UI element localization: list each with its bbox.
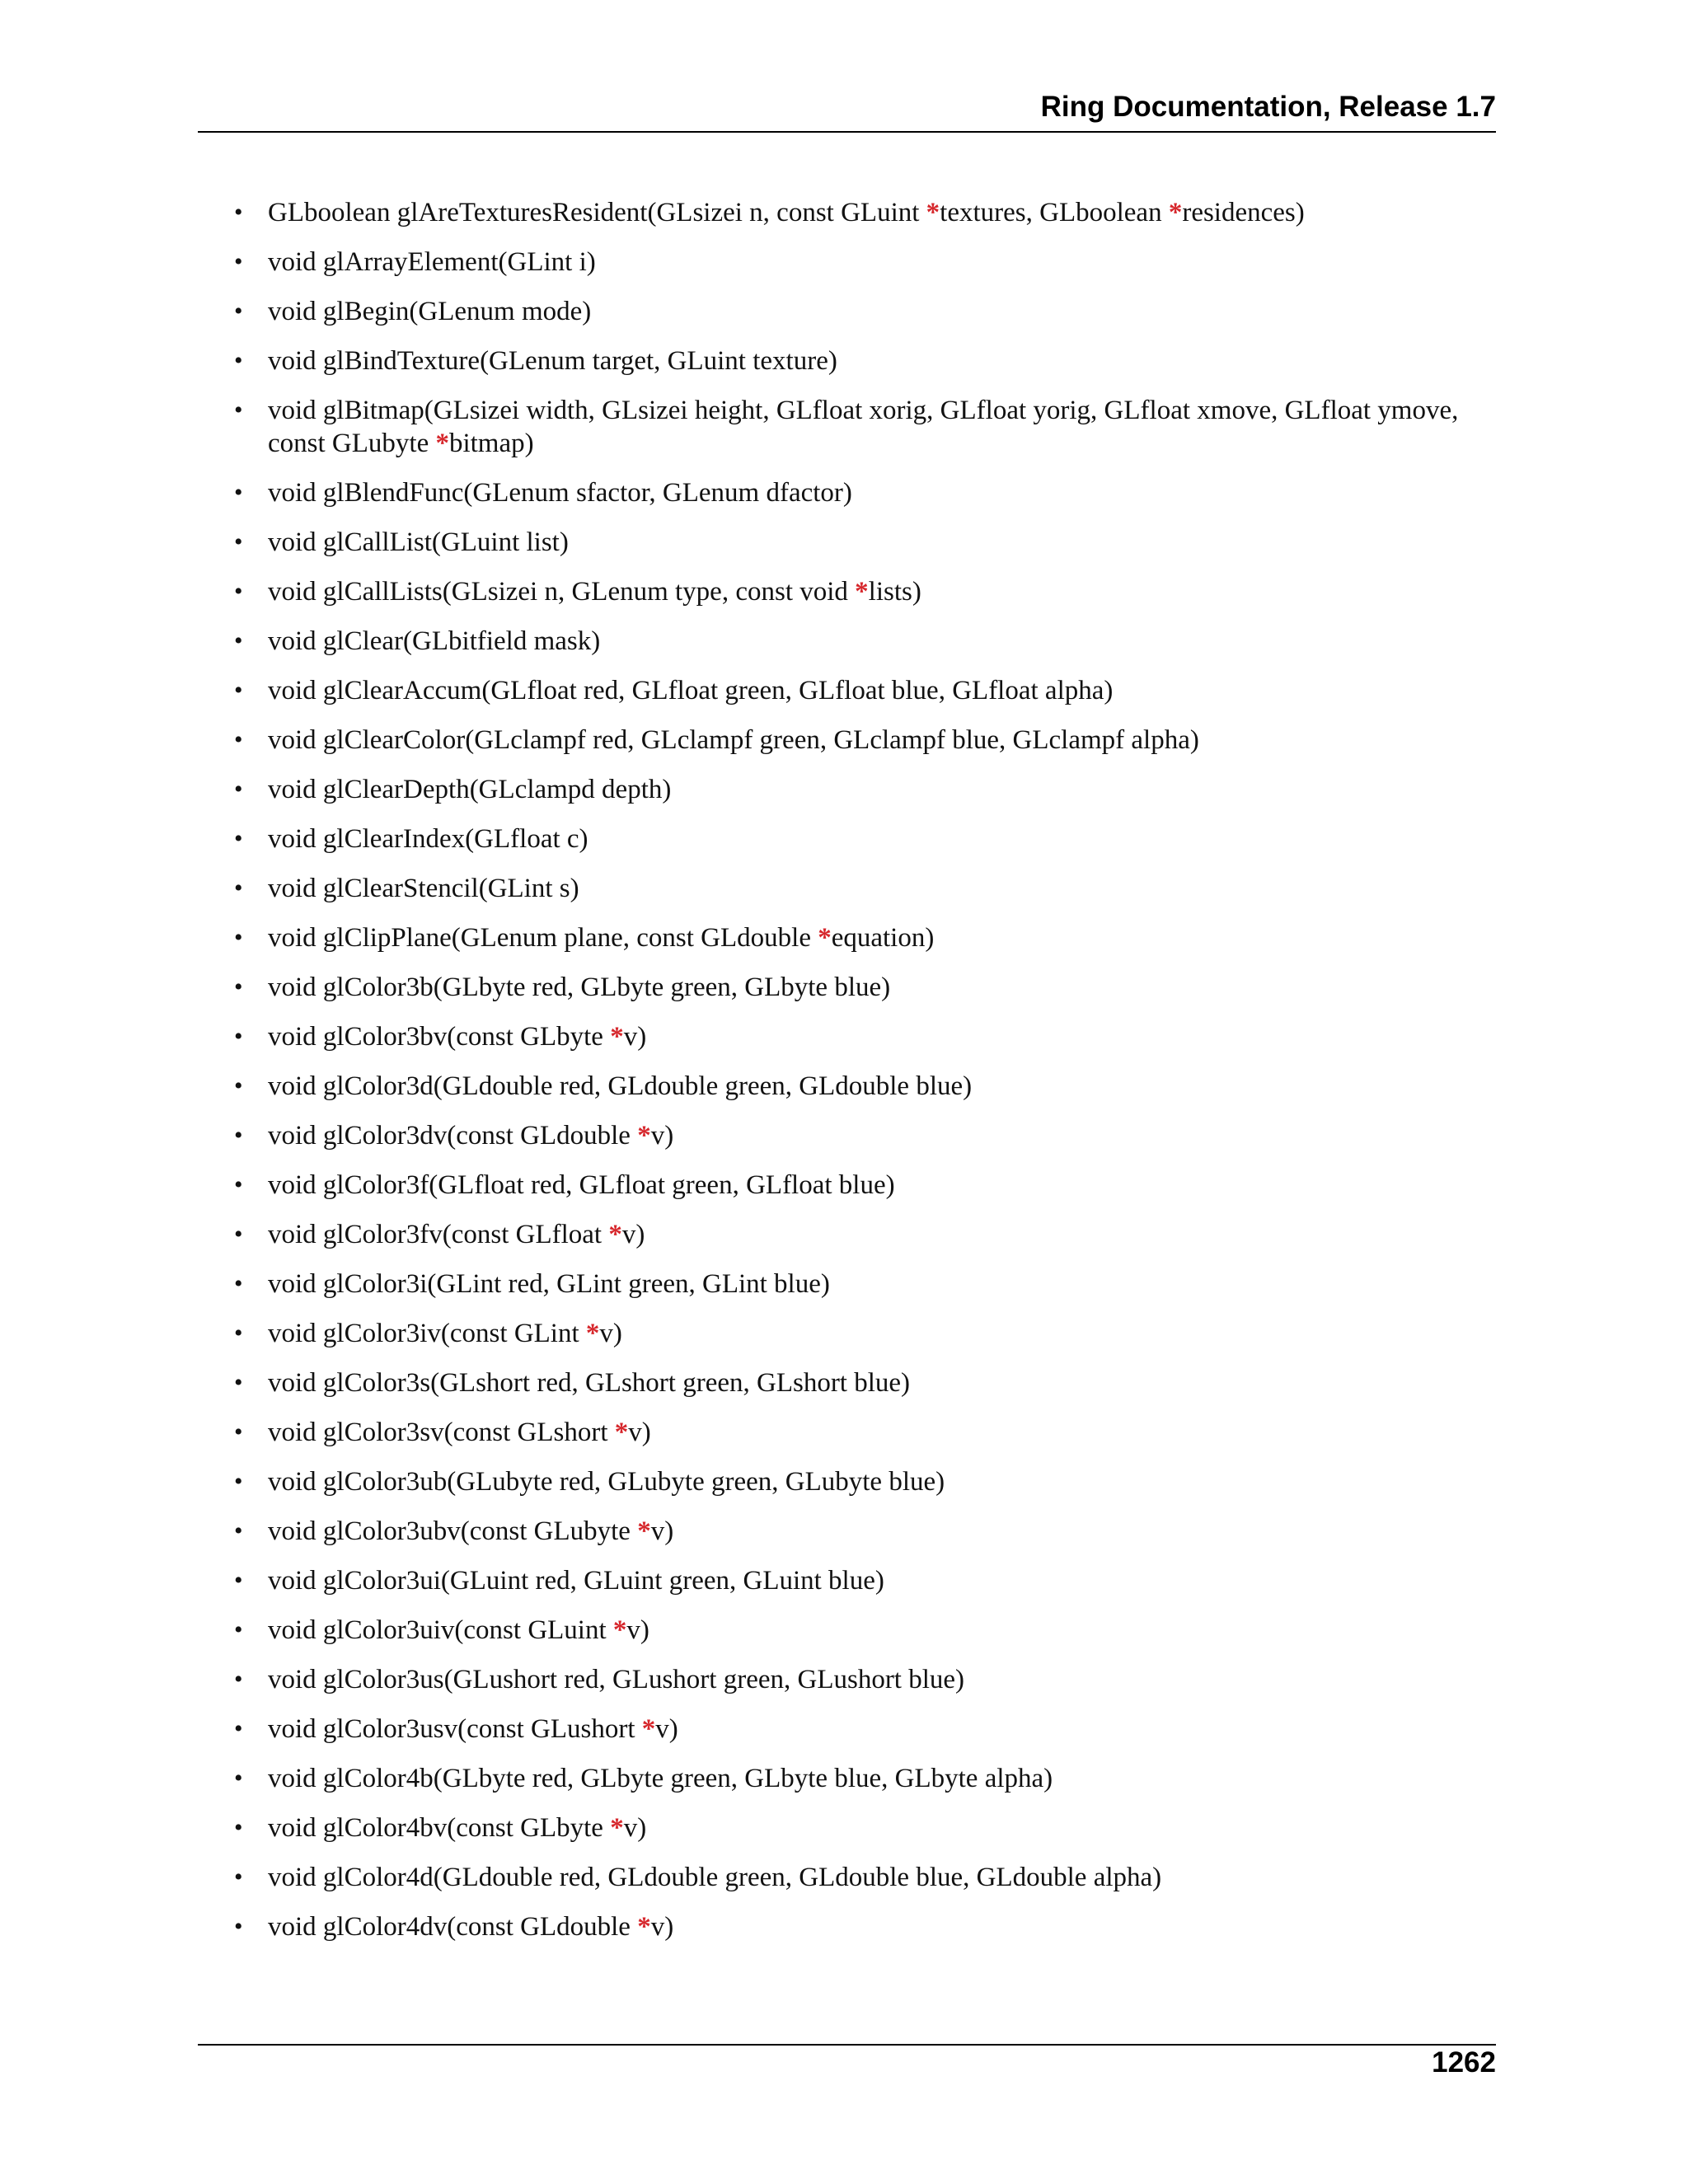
bullet-icon: •	[234, 677, 243, 704]
list-item	[223, 872, 1496, 905]
signature-text: void glColor4b(GLbyte red, GLbyte green, GLbyte blue, GLbyte alpha)	[268, 1764, 1053, 1793]
footer-rule	[198, 2044, 1496, 2046]
signature-text: bitmap)	[448, 429, 534, 458]
signature-text: void glColor3ub(GLubyte red, GLubyte green, GLubyte blue)	[268, 1467, 945, 1497]
list-item	[223, 1218, 1496, 1251]
list-item	[223, 971, 1496, 1004]
pointer-star: *	[612, 1615, 627, 1645]
signature-text: residences)	[1182, 198, 1305, 227]
pointer-star: *	[926, 198, 940, 227]
bullet-icon: •	[234, 199, 243, 226]
pointer-star: *	[637, 1912, 651, 1942]
pointer-star: *	[585, 1319, 600, 1348]
bullet-icon: •	[234, 1616, 243, 1643]
pointer-star: *	[608, 1220, 622, 1249]
list-item	[223, 1416, 1496, 1449]
signature-text: void glColor3i(GLint red, GLint green, GLint blue)	[268, 1269, 830, 1299]
signature-text: void glColor3ui(GLuint red, GLuint green, GLuint blue)	[268, 1566, 884, 1596]
bullet-icon: •	[234, 1863, 243, 1891]
bullet-icon: •	[234, 1122, 243, 1149]
signature-text: v)	[626, 1615, 649, 1645]
list-item	[223, 196, 1496, 229]
list-item	[223, 1070, 1496, 1103]
list-item	[223, 1169, 1496, 1202]
list-item	[223, 1614, 1496, 1647]
signature-text: textures, GLboolean	[940, 198, 1169, 227]
bullet-icon: •	[234, 1814, 243, 1841]
pointer-star: *	[1168, 198, 1183, 227]
signature-text: equation)	[831, 923, 935, 953]
signature-text: GLboolean glAreTexturesResident(GLsizei n, const GLuint	[268, 198, 926, 227]
list-item	[223, 724, 1496, 757]
bullet-icon: •	[234, 1765, 243, 1792]
signature-text: void glClearStencil(GLint s)	[268, 874, 579, 903]
signature-text: v)	[650, 1516, 674, 1546]
list-item	[223, 1762, 1496, 1795]
signature-text: v)	[621, 1220, 645, 1249]
bullet-icon: •	[234, 1666, 243, 1693]
signature-text: void glColor3d(GLdouble red, GLdouble green, GLdouble blue)	[268, 1071, 973, 1101]
signature-text: void glColor4d(GLdouble red, GLdouble green, GLdouble blue, GLdouble alpha)	[268, 1863, 1162, 1892]
header-rule	[198, 131, 1496, 133]
bullet-icon: •	[234, 347, 243, 374]
list-item	[223, 575, 1496, 608]
list-item	[223, 344, 1496, 377]
signature-text: void glBitmap(GLsizei width, GLsizei height, GLfloat xorig, GLfloat yorig, GLfloat xmove, GLfloat ymove, const GLubyte	[268, 396, 1459, 458]
list-item	[223, 921, 1496, 954]
bullet-icon: •	[234, 1567, 243, 1594]
pointer-star: *	[855, 577, 869, 607]
pointer-star: *	[641, 1714, 656, 1744]
signature-text: void glColor3us(GLushort red, GLushort green, GLushort blue)	[268, 1665, 965, 1694]
list-item	[223, 476, 1496, 509]
signature-text: void glColor3usv(const GLushort	[268, 1714, 642, 1744]
signature-text: void glClearIndex(GLfloat c)	[268, 824, 588, 854]
list-item	[223, 1713, 1496, 1746]
signature-text: void glColor3iv(const GLint	[268, 1319, 586, 1348]
bullet-icon: •	[234, 298, 243, 325]
list-item	[223, 1910, 1496, 1943]
signature-text: void glColor3f(GLfloat red, GLfloat green, GLfloat blue)	[268, 1170, 895, 1200]
bullet-icon: •	[234, 825, 243, 852]
pointer-star: *	[610, 1022, 624, 1052]
signature-text: void glBindTexture(GLenum target, GLuint texture)	[268, 346, 837, 376]
signature-text: void glColor3dv(const GLdouble	[268, 1121, 638, 1151]
list-item	[223, 625, 1496, 658]
signature-text: void glBegin(GLenum mode)	[268, 297, 592, 326]
bullet-icon: •	[234, 396, 243, 424]
signature-text: void glColor3bv(const GLbyte	[268, 1022, 611, 1052]
bullet-icon: •	[234, 973, 243, 1001]
signature-text: v)	[655, 1714, 678, 1744]
signature-text: void glCallLists(GLsizei n, GLenum type, const void	[268, 577, 856, 607]
list-item	[223, 295, 1496, 328]
list-item	[223, 1366, 1496, 1399]
list-item	[223, 1119, 1496, 1152]
signature-text: void glColor3ubv(const GLubyte	[268, 1516, 638, 1546]
signature-text: void glColor3fv(const GLfloat	[268, 1220, 609, 1249]
pointer-star: *	[637, 1121, 651, 1151]
list-item	[223, 773, 1496, 806]
signature-text: void glCallList(GLuint list)	[268, 527, 569, 557]
page-number: 1262	[1432, 2046, 1496, 2079]
bullet-icon: •	[234, 1221, 243, 1248]
bullet-icon: •	[234, 726, 243, 753]
list-item	[223, 823, 1496, 855]
signature-text: void glBlendFunc(GLenum sfactor, GLenum dfactor)	[268, 478, 852, 508]
signature-text: void glColor3b(GLbyte red, GLbyte green, GLbyte blue)	[268, 972, 891, 1002]
signature-text: v)	[650, 1912, 674, 1942]
bullet-icon: •	[234, 1418, 243, 1446]
bullet-icon: •	[234, 924, 243, 951]
signature-text: void glColor4dv(const GLdouble	[268, 1912, 638, 1942]
signature-text: void glColor3sv(const GLshort	[268, 1418, 615, 1447]
list-item	[223, 1663, 1496, 1696]
bullet-icon: •	[234, 1468, 243, 1495]
bullet-icon: •	[234, 874, 243, 902]
list-item	[223, 526, 1496, 559]
signature-text: void glClear(GLbitfield mask)	[268, 626, 601, 656]
list-item	[223, 1811, 1496, 1844]
pointer-star: *	[637, 1516, 651, 1546]
bullet-icon: •	[234, 776, 243, 803]
signature-text: v)	[599, 1319, 622, 1348]
signature-text: void glClearAccum(GLfloat red, GLfloat green, GLfloat blue, GLfloat alpha)	[268, 676, 1114, 705]
list-item	[223, 246, 1496, 279]
bullet-icon: •	[234, 1023, 243, 1050]
bullet-icon: •	[234, 1913, 243, 1940]
bullet-icon: •	[234, 248, 243, 275]
function-list	[223, 196, 1496, 1960]
bullet-icon: •	[234, 528, 243, 555]
list-item	[223, 1861, 1496, 1894]
signature-text: v)	[623, 1813, 647, 1843]
list-item	[223, 1317, 1496, 1350]
list-item	[223, 674, 1496, 707]
list-item	[223, 1020, 1496, 1053]
bullet-icon: •	[234, 578, 243, 605]
bullet-icon: •	[234, 1369, 243, 1396]
pointer-star: *	[435, 429, 449, 458]
signature-text: lists)	[868, 577, 921, 607]
bullet-icon: •	[234, 1270, 243, 1297]
signature-text: v)	[628, 1418, 651, 1447]
bullet-icon: •	[234, 479, 243, 506]
signature-text: v)	[650, 1121, 674, 1151]
bullet-icon: •	[234, 1715, 243, 1742]
bullet-icon: •	[234, 1319, 243, 1347]
bullet-icon: •	[234, 1171, 243, 1198]
signature-text: void glArrayElement(GLint i)	[268, 247, 596, 277]
signature-text: void glColor4bv(const GLbyte	[268, 1813, 611, 1843]
pointer-star: *	[610, 1813, 624, 1843]
signature-text: void glClipPlane(GLenum plane, const GLdouble	[268, 923, 818, 953]
signature-text: void glClearDepth(GLclampd depth)	[268, 775, 672, 804]
signature-text: void glClearColor(GLclampf red, GLclampf green, GLclampf blue, GLclampf alpha)	[268, 725, 1199, 755]
pointer-star: *	[818, 923, 832, 953]
list-item	[223, 1515, 1496, 1548]
signature-text: v)	[623, 1022, 647, 1052]
bullet-icon: •	[234, 1072, 243, 1099]
bullet-icon: •	[234, 627, 243, 654]
list-item	[223, 1465, 1496, 1498]
list-item	[223, 1268, 1496, 1301]
signature-text: void glColor3uiv(const GLuint	[268, 1615, 613, 1645]
signature-text: void glColor3s(GLshort red, GLshort green, GLshort blue)	[268, 1368, 911, 1398]
pointer-star: *	[614, 1418, 629, 1447]
bullet-icon: •	[234, 1517, 243, 1544]
list-item	[223, 394, 1496, 460]
running-header: Ring Documentation, Release 1.7	[1040, 91, 1496, 123]
list-item	[223, 1564, 1496, 1597]
